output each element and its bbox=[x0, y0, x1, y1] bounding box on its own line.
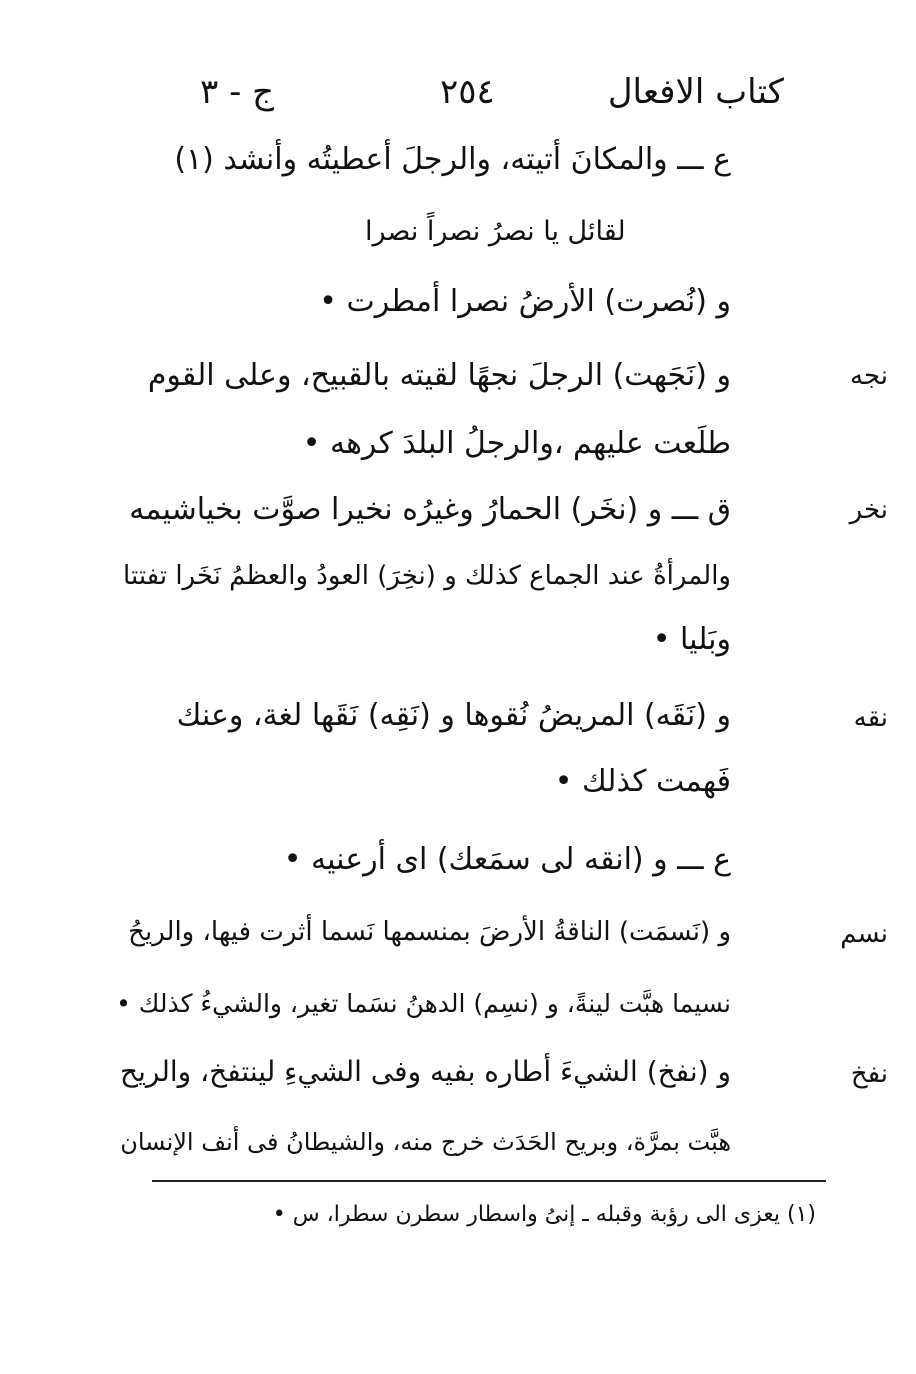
verse-line: لقائل يا نصرُ نصراً نصرا bbox=[365, 216, 626, 247]
text-line-5: طلَعت عليهم ،والرجلُ البلدَ كرهه • bbox=[302, 426, 731, 461]
margin-root-nasam: نسم bbox=[840, 919, 888, 949]
margin-root-naqah: نقه bbox=[853, 703, 888, 733]
text-line-11: ع ـــ و (انقه لى سمَعك) اى أرعنيه • bbox=[283, 842, 731, 877]
footnote: (١) يعزى الى رؤبة وقبله ـ إنىُ واسطار سطرن سطرا، س • bbox=[272, 1202, 816, 1227]
text-line-14: و (نفخ) الشيءَ أطاره بفيه وفى الشيءِ لينتفخ، والريح bbox=[120, 1055, 731, 1088]
text-line-15: هبَّت بمرَّة، وبريح الحَدَث خرج منه، والشيطانُ فى أنف الإنسان bbox=[120, 1128, 731, 1156]
text-line-10: فَهمت كذلك • bbox=[554, 764, 731, 799]
text-line-7: والمرأةُ عند الجماع كذلك و (نخِرَ) العودُ والعظمُ نَخَرا تفتتا bbox=[123, 561, 731, 591]
text-line-3: و (نُصرت) الأرضُ نصرا أمطرت • bbox=[319, 284, 731, 319]
text-line-4: و (نَجَهت) الرجلَ نجهًا لقيته بالقبيح، وعلى القوم bbox=[147, 358, 731, 393]
footnote-separator bbox=[152, 1180, 826, 1182]
text-line-9: و (نَقَه) المريضُ نُقوها و (نَقِه) نَقَها لغة، وعنك bbox=[176, 698, 731, 733]
text-line-1: ع ـــ والمكانَ أتيته، والرجلَ أعطيتُه وأنشد (١) bbox=[174, 142, 731, 177]
margin-root-nakhar: نخر bbox=[849, 495, 888, 525]
margin-root-nafakh: نفخ bbox=[850, 1059, 888, 1089]
text-line-12: و (نَسمَت) الناقةُ الأرضَ بمنسمها نَسما أثرت فيها، والريحُ bbox=[128, 917, 731, 947]
part-number: ج - ٣ bbox=[200, 72, 275, 112]
page-number: ٢٥٤ bbox=[440, 72, 495, 112]
text-line-13: نسيما هبَّت لينةً، و (نسِم) الدهنُ نسَما تغير، والشيءُ كذلك • bbox=[116, 989, 731, 1018]
book-title: كتاب الافعال bbox=[607, 72, 784, 112]
text-line-8: وبَليا • bbox=[652, 622, 731, 657]
text-line-6: ق ـــ و (نخَر) الحمارُ وغيرُه نخيرا صوَّت بخياشيمه bbox=[129, 492, 731, 527]
margin-root-najah: نجه bbox=[850, 361, 888, 391]
